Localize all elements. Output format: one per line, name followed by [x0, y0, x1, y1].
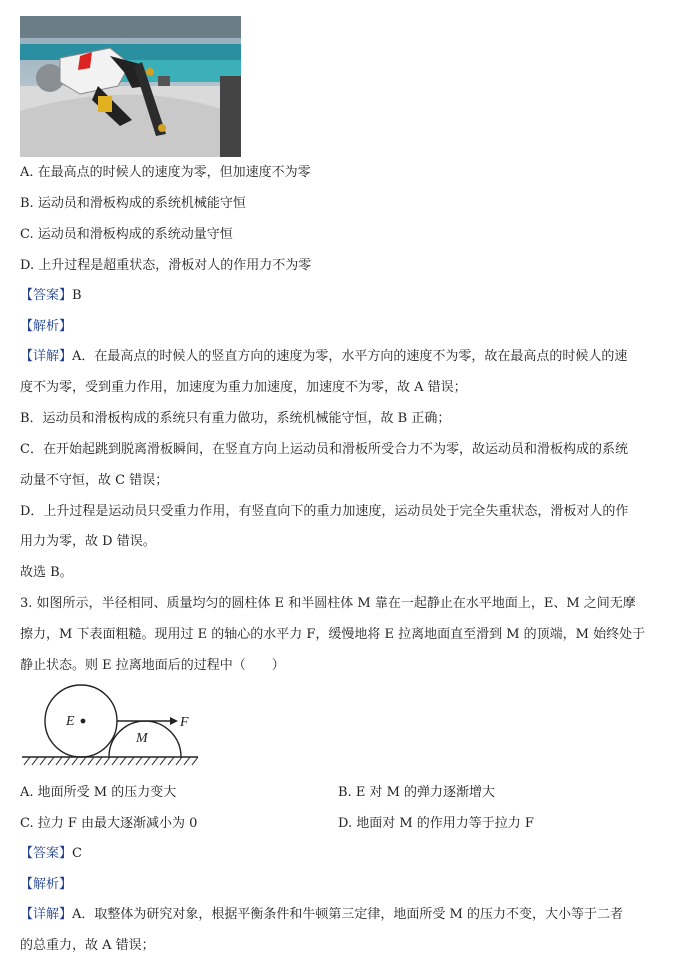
q2-detail-line-4: C．在开始起跳到脱离滑板瞬间，在竖直方向上运动员和滑板所受合力不为零，故运动员和滑板构成的系统 — [20, 442, 628, 457]
q2-option-d: D. 上升过程是超重状态，滑板对人的作用力不为零 — [20, 258, 312, 273]
detail-tag: 【详解】 — [20, 349, 73, 364]
q3-option-d: D. 地面对 M 的作用力等于拉力 F — [338, 816, 534, 831]
q2-detail-line-6: D．上升过程是运动员只受重力作用，有竖直向下的重力加速度，运动员处于完全失重状态，滑板对人的作 — [20, 504, 629, 519]
q3-option-a: A. 地面所受 M 的压力变大 — [20, 785, 177, 800]
q2-detail-line-7: 用力为零，故 D 错误。 — [20, 534, 156, 549]
answer-tag: 【答案】 — [20, 288, 73, 303]
answer-tag: 【答案】 — [20, 846, 73, 861]
arrow-head — [170, 717, 178, 725]
q2-option-c: C. 运动员和滑板构成的系统动量守恒 — [20, 227, 233, 242]
answer-value: C — [72, 846, 82, 861]
q3-detail-line-1 — [20, 906, 623, 924]
q2-detail-line-1 — [20, 348, 627, 366]
answer-value: B — [72, 288, 82, 303]
q3-option-c: C. 拉力 F 由最大逐渐减小为 0 — [20, 816, 198, 831]
detail-tag: 【详解】 — [20, 907, 73, 922]
cylinder-diagram — [18, 680, 208, 770]
q2-option-a: A. 在最高点的时候人的速度为零，但加速度不为零 — [20, 165, 311, 180]
q2-option-b: B. 运动员和滑板构成的系统机械能守恒 — [20, 196, 246, 211]
q2-analysis-tag: 【解析】 — [20, 319, 73, 334]
label-f: F — [180, 715, 189, 730]
detail-text: A．在最高点的时候人的竖直方向的速度为零，水平方向的速度不为零，故在最高点的时候人的速 — [72, 349, 628, 364]
skateboarder-photo — [20, 16, 241, 157]
ground-hatch — [24, 757, 198, 765]
detail-text: A．取整体为研究对象，根据平衡条件和牛顿第三定律，地面所受 M 的压力不变，大小等于二者 — [72, 907, 623, 922]
q2-detail-line-2: 度不为零，受到重力作用，加速度为重力加速度，加速度不为零，故 A 错误； — [20, 380, 467, 395]
q2-detail-line-5: 动量不守恒，故 C 错误； — [20, 473, 169, 488]
q2-conclusion: 故选 B。 — [20, 565, 73, 580]
label-e: E — [66, 714, 75, 729]
q3-answer — [20, 845, 82, 863]
axis-dot — [81, 719, 86, 724]
q2-detail-line-3: B．运动员和滑板构成的系统只有重力做功，系统机械能守恒，故 B 正确； — [20, 411, 451, 426]
q3-stem-line-3: 静止状态。则 E 拉离地面后的过程中（ ） — [20, 658, 285, 673]
q3-option-b: B. E 对 M 的弹力逐渐增大 — [338, 785, 496, 800]
q3-analysis-tag: 【解析】 — [20, 877, 73, 892]
q3-detail-line-2: 的总重力，故 A 错误； — [20, 938, 155, 953]
q3-stem-line-2: 擦力，M 下表面粗糙。现用过 E 的轴心的水平力 F，缓慢地将 E 拉离地面直至滑到 M 的顶端，M 始终处于 — [20, 627, 646, 642]
label-m: M — [136, 731, 148, 746]
q2-answer — [20, 287, 82, 305]
q3-stem-line-1: 3. 如图所示，半径相同、质量均匀的圆柱体 E 和半圆柱体 M 靠在一起静止在水平地面上，E、M 之间无摩 — [20, 596, 636, 611]
